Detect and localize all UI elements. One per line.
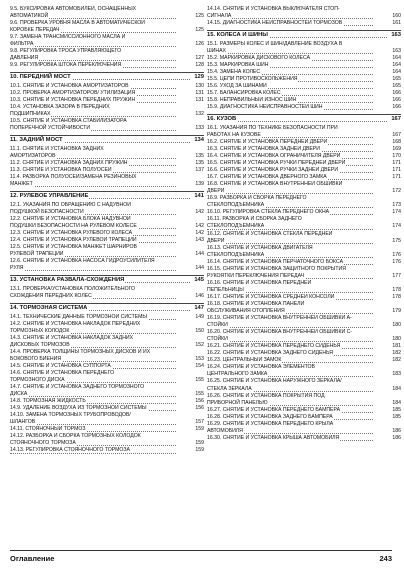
section-page-number: 129 (194, 74, 204, 81)
entry-title-line: 16.29. СНЯТИЕ И УСТАНОВКА ПЕРЕДНЕГО КРЫЛА (207, 420, 334, 427)
entry-page-number: 157 (195, 419, 204, 426)
toc-entry (10, 216, 204, 230)
toc-entry (10, 349, 204, 363)
entry-title-line: 16.13. СНЯТИЕ И УСТАНОВКА ДВИГАТЕЛЯ (207, 244, 313, 251)
entry-title-line: 12.4. СНЯТИЕ И УСТАНОВКА РУЛЕВОЙ ТРАПЕЦИИ (10, 237, 137, 244)
entry-title-line: 9.9. РЕГУЛИРОВКА ШТОКА ПЕРЕКЛЮЧЕНИЯ (10, 62, 122, 69)
entry-title-line: ПОДУШКИ БЕЗОПАСНОСТИ НА РУЛЕВОМ КОЛЕСЕ (10, 222, 137, 229)
toc-entry (10, 97, 204, 104)
toc-entry (207, 407, 401, 414)
entry-title-line: 16.22. СНЯТИЕ И УСТАНОВКА ЗАДНЕГО СИДЕНЬЯ (207, 350, 334, 357)
entry-title-line: СТОЙКИ (207, 336, 228, 343)
entry-page-number: 174 (392, 209, 401, 216)
entry-page-number: 167 (392, 131, 401, 138)
entry-page-number: 176 (392, 251, 401, 258)
entry-title-line: 15.2. МАРКИРОВКА ДИСКОВОГО КОЛЕСА (207, 54, 310, 61)
entry-page-number: 150 (195, 327, 204, 334)
entry-page-number: 166 (392, 90, 401, 97)
entry-page-number: 156 (195, 405, 204, 412)
entry-title-line: 16.12. СНЯТИЕ И УСТАНОВКА СТЕКЛА ПЕРЕДНЕЙ (207, 230, 333, 237)
entry-title-line: 15.3. МАРКИРОВКА ШИН (207, 61, 269, 68)
entry-page-number: 178 (392, 286, 401, 293)
toc-entry (207, 90, 401, 97)
entry-page-number: 174 (392, 223, 401, 230)
entry-title-line: 16.1. УКАЗАНИЯ ПО ТЕХНИКЕ БЕЗОПАСНОСТИ ПРИ (207, 124, 338, 131)
toc-entry (207, 41, 401, 55)
entry-page-number: 180 (392, 322, 401, 329)
entry-title-line: 14.14. СНЯТИЕ И УСТАНОВКА ВЫКЛЮЧАТЕЛЯ СТОП- (207, 6, 340, 12)
entry-page-number: 137 (195, 167, 204, 174)
toc-entry (207, 329, 401, 343)
entry-page-number: 173 (392, 202, 401, 209)
entry-page-number: 139 (195, 181, 204, 188)
entry-title-line: 16.8. СНЯТИЕ И УСТАНОВКА ВНУТРЕННЕЙ ОБШИВКИ (207, 181, 343, 188)
toc-entry (10, 363, 204, 370)
entry-page-number: 164 (392, 61, 401, 68)
entry-title-line: 10.5. СНЯТИЕ И УСТАНОВКА СТАБИЛИЗАТОРА (10, 118, 127, 125)
entry-title-line: 16.21. СНЯТИЕ И УСТАНОВКА ПЕРЕДНЕГО СИДЕНЬЯ (207, 343, 341, 350)
entry-title-line: 10.2. ПРОВЕРКА АМОРТИЗАТОРОВ/ УТИЛИЗАЦИЯ (10, 90, 136, 97)
entry-title-line: ПОПЕРЕЧНОЙ УСТОЙЧИВОСТИ (10, 125, 91, 132)
entry-title-line: 16.17. СНЯТИЕ И УСТАНОВКА СРЕДНЕЙ КОНСОЛИ (207, 293, 335, 300)
entry-title-line: 10.4. УСТАНОВКА ЗАЗОРА В ПЕРЕДНИХ (10, 104, 110, 111)
entry-page-number: 154 (195, 362, 204, 369)
page-number: 243 (379, 554, 392, 563)
entry-title-line: 16.19. СНЯТИЕ И УСТАНОВКА ВНУТРЕННЕЙ ОБШИВКИ А- (207, 315, 352, 322)
entry-title-line: 16.10. РЕГУЛИРОВКА СТЕКЛА ПЕРЕДНЕГО ОКНА (207, 209, 330, 216)
entry-page-number: 155 (195, 391, 204, 398)
entry-title-line: 16.7. СНЯТИЕ И УСТАНОВКА ДВЕРНОГО ЗАМКА (207, 174, 327, 181)
entry-page-number: 160 (392, 13, 401, 20)
entry-page-number: 171 (392, 160, 401, 167)
entry-title-line: 10.3. СНЯТИЕ И УСТАНОВКА ПЕРЕДНИХ ПРУЖИН (10, 97, 136, 104)
toc-entry (207, 69, 401, 76)
entry-title-line: СТЕКЛОПОДЪЕМНИКА (207, 251, 265, 258)
toc-entry (10, 230, 204, 237)
entry-page-number: 127 (195, 55, 204, 62)
entry-page-number: 163 (392, 47, 401, 54)
entry-page-number: 159 (195, 440, 204, 447)
toc-entry (207, 139, 401, 146)
entry-title-line: 12.1. УКАЗАНИЯ ПО ОБРАЩЕНИЮ С НАДУВНОЙ (10, 201, 131, 208)
entry-page-number: 125 (195, 13, 204, 20)
entry-page-number: 142 (195, 222, 204, 229)
toc-entry (207, 104, 401, 111)
toc-entry (10, 335, 204, 349)
entry-title-line: 14.3. СНЯТИЕ И УСТАНОВКА НАКЛАДОК ЗАДНИХ (10, 334, 134, 341)
entry-page-number: 175 (392, 237, 401, 244)
section-title: 11. ЗАДНИЙ МОСТ (10, 137, 63, 144)
toc-entry (10, 48, 204, 62)
entry-page-number: 184 (392, 385, 401, 392)
entry-page-number: 171 (392, 174, 401, 181)
entry-title-line: СТЕКЛОПОДЪЕМНИКА (207, 202, 265, 209)
section-title: 12. РУЛЕВОЕ УПРАВЛЕНИЕ (10, 193, 89, 200)
entry-page-number: 133 (195, 125, 204, 132)
entry-title-line: 12.3. СНЯТИЕ И УСТАНОВКА РУЛЕВОГО КОЛЕСА (10, 230, 133, 236)
entry-title-line: 12.5. СНЯТИЕ И УСТАНОВКА МАНЖЕТ ШАРНИРОВ (10, 244, 137, 251)
entry-page-number: 126 (195, 41, 204, 48)
entry-title-line: 14.5. СНЯТИЕ И УСТАНОВКА СУППОРТА (10, 362, 111, 369)
entry-title-line: 16.25. СНЯТИЕ И УСТАНОВКА НАРУЖНОГО ЗЕРКАЛА/ (207, 378, 342, 385)
toc-entry (10, 237, 204, 244)
section-title: 13. УСТАНОВКА РАЗВАЛА-СХОЖДЕНИЯ (10, 277, 125, 284)
entry-page-number: 165 (392, 83, 401, 90)
entry-title-line: 14.10. ЗАМЕНА ТОРМОЗНЫХ ТРУБОПРОВОДОВ/ (10, 412, 131, 419)
entry-title-line: ДВЕРИ (207, 188, 225, 195)
toc-section-heading (207, 114, 401, 124)
entry-title-line: 9.6. ПРОВЕРКА УРОВНЯ МАСЛА В АВТОМАТИЧЕСКОЙ (10, 20, 145, 27)
entry-title-line: ШИНАХ (207, 47, 226, 54)
toc-entry (207, 343, 401, 350)
toc-entry (10, 62, 204, 69)
entry-title-line: 11.1. СНЯТИЕ И УСТАНОВКА ЗАДНИХ (10, 145, 104, 152)
entry-page-number: 170 (392, 152, 401, 159)
entry-title-line: АМОРТИЗАТОРОВ (10, 152, 56, 159)
toc-entry (207, 167, 401, 174)
entry-title-line: 14.9. УДАЛЕНИЕ ВОЗДУХА ИЗ ТОРМОЗНОЙ СИСТЕМЫ (10, 405, 147, 412)
entry-title-line: 14.1. ТЕХНИЧЕСКИЕ ДАННЫЕ ТОРМОЗНОЙ СИСТЕМЫ (10, 313, 147, 320)
entry-title-line: ПОДШИПНИКАХ (10, 111, 51, 118)
entry-page-number: 155 (195, 376, 204, 383)
entry-title-line: 14.11. СТОЯНОЧНЫЙ ТОРМОЗ (10, 426, 86, 433)
toc-entry (207, 294, 401, 301)
entry-title-line: 16.6. СНЯТИЕ И УСТАНОВКА РУЧКИ ЗАДНЕЙ ДВЕРИ (207, 167, 339, 174)
section-title: 10. ПЕРЕДНИЙ МОСТ (10, 74, 71, 81)
entry-page-number: 166 (392, 104, 401, 111)
toc-entry (10, 286, 204, 300)
entry-title-line: 14.2. СНЯТИЕ И УСТАНОВКА НАКЛАДОК ПЕРЕДНИХ (10, 320, 141, 327)
entry-page-number: 135 (195, 160, 204, 167)
toc-entry (207, 280, 401, 294)
toc-entry (207, 160, 401, 167)
entry-page-number: 178 (392, 293, 401, 300)
entry-title-line: 16.5. СНЯТИЕ И УСТАНОВКА РУЧКИ ПЕРЕДНЕЙ ДВЕРИ (207, 160, 346, 167)
entry-page-number: 159 (195, 447, 204, 454)
toc-entry (207, 97, 401, 104)
entry-page-number: 156 (195, 398, 204, 405)
entry-title-line: РАБОТАХ НА КУЗОВЕ (207, 131, 261, 138)
toc-entry (10, 321, 204, 335)
entry-title-line: ДИСКА (10, 391, 28, 398)
entry-title-line: РУКОЯТКИ ПЕРЕКЛЮЧЕНИЯ ПЕРЕДАЧ (207, 272, 305, 279)
entry-title-line: ТОРМОЗНЫХ КОЛОДОК (10, 327, 70, 334)
entry-title-line: 14.8. ТОРМОЗНАЯ ЖИДКОСТЬ (10, 398, 86, 405)
toc-entry (10, 412, 204, 426)
entry-page-number: 165 (392, 75, 401, 82)
entry-title-line: АВТОМОБИЛЯ (207, 427, 243, 434)
entry-page-number: 130 (195, 83, 204, 90)
entry-page-number: 182 (392, 357, 401, 364)
entry-page-number: 146 (195, 292, 204, 299)
entry-page-number: 132 (195, 111, 204, 118)
entry-title-line: 16.30. СНЯТИЕ И УСТАНОВКА КРЫША АВТОМОБИЛЯ (207, 434, 340, 441)
toc-entry (10, 314, 204, 321)
toc-entry (10, 426, 204, 433)
entry-title-line: 16.28. СНЯТИЕ И УСТАНОВКА ЗАДНЕГО БАМПЕРА (207, 413, 333, 420)
toc-entry (10, 405, 204, 412)
entry-page-number: 143 (195, 237, 204, 244)
entry-title-line: СТОЯНОЧНОГО ТОРМОЗА (10, 440, 76, 447)
toc-entry (207, 83, 401, 90)
entry-title-line: 9.8. РЕГУЛИРОВКА ТРОСА УПРАВЛЯЮЩЕГО (10, 48, 122, 55)
entry-title-line: 12.2. СНЯТИЕ И УСТАНОВКА БЛОКА НАДУВНОЙ (10, 215, 131, 222)
section-page-number: 141 (194, 193, 204, 200)
toc-entry (207, 378, 401, 392)
entry-title-line: 11.4. РАЗБОРКА ПОЛУОСЕЙ/ЗАМЕНА РЕЗИНОВЫХ (10, 174, 137, 181)
entry-page-number: 185 (392, 406, 401, 413)
entry-title-line: МАНЖЕТ (10, 181, 33, 188)
entry-page-number: 142 (195, 230, 204, 236)
entry-title-line: 16.16. СНЯТИЕ И УСТАНОВКА ПЕРЕДНЕЙ (207, 279, 312, 286)
toc-entry (10, 20, 204, 34)
entry-title-line: 14.12. РАЗБОРКА И СБОРКА ТОРМОЗНЫХ КОЛОДОК (10, 433, 141, 440)
entry-page-number: 172 (392, 188, 401, 195)
entry-title-line: 10.1. СНЯТИЕ И УСТАНОВКА АМОРТИЗАТОРОВ (10, 83, 129, 90)
entry-page-number: 186 (392, 434, 401, 441)
entry-page-number: 144 (195, 251, 204, 258)
entry-title-line: СТОЙКИ (207, 322, 228, 329)
section-title: 14. ТОРМОЗНАЯ СИСТЕМА (10, 304, 88, 311)
toc-entry (10, 174, 204, 188)
entry-page-number: 142 (195, 208, 204, 215)
entry-title-line: 16.24. СНЯТИЕ И УСТАНОВКА ЭЛЕМЕНТОВ (207, 364, 315, 371)
entry-title-line: 16.11. РАЗБОРКА И СБОРКА ЗАДНЕГО (207, 216, 302, 223)
toc-entry (207, 266, 401, 280)
entry-title-line: РУЛЯ (10, 265, 24, 272)
toc-entry (10, 90, 204, 97)
entry-title-line: ПОДУШКОЙ БЕЗОПАСНОСТИ (10, 208, 84, 215)
entry-page-number: 149 (195, 313, 204, 320)
entry-title-line: 13.1. ПРОВЕРКА/УСТАНОВКА ПОЛОЖИТЕЛЬНОГО (10, 285, 136, 292)
entry-page-number: 125 (195, 27, 204, 34)
toc-entry (10, 167, 204, 174)
entry-title-line: 14.13. РЕГУЛИРОВКА СТОЯНОЧНОГО ТОРМОЗА (10, 447, 130, 454)
toc-section-heading (10, 275, 204, 285)
entry-page-number: 159 (195, 426, 204, 433)
toc-entry (10, 258, 204, 272)
entry-page-number: 177 (392, 272, 401, 279)
entry-page-number: 161 (392, 20, 401, 27)
toc-section-heading (207, 30, 401, 40)
toc-section-heading (10, 303, 204, 313)
toc-entry (207, 55, 401, 62)
entry-page-number: 181 (392, 343, 401, 350)
toc-entry (10, 384, 204, 398)
toc-left-column (10, 6, 204, 455)
entry-page-number: 180 (392, 336, 401, 343)
toc-entry (10, 146, 204, 160)
toc-entry (207, 364, 401, 378)
toc-entry (207, 435, 401, 442)
entry-title-line: ПРИБОРНОЙ ПАНЕЛЬЮ (207, 399, 268, 406)
toc-entry (10, 104, 204, 118)
entry-page-number: 152 (195, 341, 204, 348)
page-footer (10, 550, 392, 565)
entry-title-line: ФИЛЬТРА (10, 41, 34, 48)
section-page-number: 167 (391, 116, 401, 123)
toc-entry (10, 83, 204, 90)
entry-page-number: 186 (392, 427, 401, 434)
section-page-number: 147 (194, 304, 204, 311)
entry-title-line: 15.6. УХОД ЗА ШИНАМИ (207, 83, 267, 90)
toc-entry (207, 146, 401, 153)
entry-title-line: ДИСКОВЫХ ТОРМОЗОВ (10, 341, 70, 348)
entry-title-line: СТЕКЛА ЗЕРКАЛА (207, 385, 252, 392)
entry-title-line: 15.5. ЦЕПИ ПРОТИВОСКОЛЬЖЕНИЯ (207, 75, 298, 82)
entry-title-line: СХОЖДЕНИЯ ПЕРЕДНИХ КОЛЕС (10, 292, 92, 299)
toc-entry (207, 181, 401, 195)
entry-title-line: СТЕКЛОПОДЪЕМНИКА (207, 223, 265, 230)
toc-entry (207, 393, 401, 407)
entry-title-line: ЦЕНТРАЛЬНОГО ЗАМКА (207, 371, 268, 378)
entry-page-number: 131 (195, 90, 204, 97)
section-page-number: 163 (391, 32, 401, 39)
footer-title: Оглавление (10, 554, 55, 563)
entry-title-line: 16.4. СНЯТИЕ И УСТАНОВКА ОГРАНИЧИТЕЛЯ ДВЕРИ (207, 152, 341, 159)
toc-entry (207, 315, 401, 329)
entry-title-line: БОКОВОГО БИЕНИЯ (10, 355, 62, 362)
entry-title-line: ДАВЛЕНИЯ (10, 55, 39, 62)
toc-entry (207, 216, 401, 230)
toc-entry (10, 34, 204, 48)
toc-entry (10, 398, 204, 405)
entry-title-line: 12.6. СНЯТИЕ И УСТАНОВКА НАСОСА ГИДРОУСИЛИТЕЛЯ (10, 258, 155, 265)
toc-entry (10, 202, 204, 216)
entry-title-line: ТОРМОЗНОГО ДИСКА (10, 376, 65, 383)
entry-title-line: 14.4. ПРОВЕРКА ТОЛЩИНЫ ТОРМОЗНЫХ ДИСКОВ И ИХ (10, 348, 151, 355)
toc-entry (207, 357, 401, 364)
toc-entry (207, 62, 401, 69)
entry-page-number: 131 (195, 97, 204, 104)
entry-title-line: 11.2. СНЯТИЕ И УСТАНОВКА ЗАДНИХ ПРУЖИН (10, 160, 128, 167)
entry-page-number: 135 (195, 152, 204, 159)
entry-title-line: 15.1. РАЗМЕРЫ КОЛЕС И ШИН/ДАВЛЕНИЕ ВОЗДУХА В (207, 40, 343, 47)
toc-entry (207, 153, 401, 160)
entry-page-number: 176 (392, 258, 401, 265)
entry-title-line: 14.6. СНЯТИЕ И УСТАНОВКА ПЕРЕДНЕГО (10, 369, 115, 376)
entry-title-line: 16.14. СНЯТИЕ И УСТАНОВКА ПЕРЧАТОЧНОГО БОКСА (207, 258, 344, 265)
toc-entry (10, 433, 204, 447)
entry-page-number: 153 (195, 355, 204, 362)
toc-entry (10, 118, 204, 132)
entry-title-line: 11.3. СНЯТИЕ И УСТАНОВКА ПОЛУОСЕЙ (10, 167, 112, 174)
toc-entry (207, 209, 401, 216)
toc-entry (207, 259, 401, 266)
entry-title-line: 16.27. СНЯТИЕ И УСТАНОВКА ПЕРЕДНЕГО БАМПЕРА (207, 406, 341, 413)
section-page-number: 145 (194, 277, 204, 284)
entry-title-line: 15.9. ДИАГНОСТИКА НЕИСПРАВНОСТЕЙ ШИН (207, 104, 323, 111)
entry-title-line: 14.7. СНЯТИЕ И УСТАНОВКА ЗАДНЕГО ТОРМОЗНОГО (10, 384, 145, 391)
toc-entry (10, 244, 204, 258)
toc-section-heading (10, 191, 204, 201)
entry-page-number: 169 (392, 145, 401, 152)
entry-title-line: 9.5. БУКСИРОВКА АВТОМОБИЛЕЙ, ОСНАЩЕННЫХ (10, 6, 137, 12)
toc-entry (207, 350, 401, 357)
toc-entry (207, 301, 401, 315)
entry-title-line: КОРОБКЕ ПЕРЕДАЧ (10, 27, 60, 34)
entry-page-number: 168 (392, 138, 401, 145)
entry-title-line: РУЛЕВОЙ ТРАПЕЦИИ (10, 251, 64, 258)
toc-entry (207, 125, 401, 139)
entry-title-line: СИГНАЛА (207, 13, 232, 20)
entry-title-line: 15.8. НЕПРАВИЛЬНЫЙ ИЗНОС ШИН (207, 97, 297, 104)
toc-section-heading (10, 72, 204, 82)
section-page-number: 134 (194, 137, 204, 144)
entry-title-line: 9.7. ЗАМЕНА ТРАНСМИССИОННОГО МАСЛА И (10, 34, 126, 41)
entry-page-number: 185 (392, 413, 401, 420)
entry-title-line: 16.18. СНЯТИЕ И УСТАНОВКА ПАНЕЛИ (207, 300, 305, 307)
entry-title-line: АВТОМАТИКОЙ (10, 13, 49, 20)
entry-title-line: 16.3. СНЯТИЕ И УСТАНОВКА ЗАДНЕЙ ДВЕРИ (207, 145, 320, 152)
toc-entry (207, 231, 401, 245)
toc-entry (10, 447, 204, 454)
entry-page-number: 164 (392, 54, 401, 61)
toc-entry (10, 6, 204, 20)
entry-title-line: 15.4. ЗАМЕНА КОЛЕС (207, 68, 261, 75)
entry-page-number: 128 (195, 62, 204, 69)
entry-title-line: 16.26. СНЯТИЕ И УСТАНОВКА ПОКРЫТИЯ ПОД (207, 392, 325, 399)
toc-entry (207, 414, 401, 421)
entry-title-line: ОБСЛУЖИВАНИЯ ОТОПЛЕНИЯ (207, 308, 285, 315)
entry-title-line: ПЕПЕЛЬНИЦЫ (207, 286, 244, 293)
entry-page-number: 164 (392, 68, 401, 75)
toc-entry (207, 6, 401, 20)
entry-title-line: ДВЕРИ (207, 237, 225, 244)
entry-page-number: 182 (392, 350, 401, 357)
section-title: 15. КОЛЕСА И ШИНЫ (207, 32, 268, 39)
section-title: 16. КУЗОВ (207, 116, 237, 123)
entry-title-line: 16.9. РАЗБОРКА И СБОРКА ПЕРЕДНЕГО (207, 195, 307, 202)
entry-title-line: 16.20. СНЯТИЕ И УСТАНОВКА ВНУТРЕННЕЙ ОБШИВКИ С- (207, 329, 352, 336)
toc-entry (207, 421, 401, 435)
entry-title-line: ШЛАНГОВ (10, 419, 36, 426)
entry-page-number: 184 (392, 399, 401, 406)
entry-title-line: 16.2. СНЯТИЕ И УСТАНОВКА ПЕРЕДНЕЙ ДВЕРИ (207, 138, 328, 145)
entry-page-number: 144 (195, 265, 204, 272)
toc-entry (207, 20, 401, 27)
toc-section-heading (10, 135, 204, 145)
toc-entry (10, 160, 204, 167)
entry-page-number: 166 (392, 97, 401, 104)
entry-page-number: 183 (392, 371, 401, 378)
entry-page-number: 179 (392, 308, 401, 315)
toc-right-column (207, 6, 401, 442)
toc-entry (207, 76, 401, 83)
toc-entry (10, 370, 204, 384)
toc-entry (207, 245, 401, 259)
entry-title-line: 16.23. ЦЕНТРАЛЬНЫЙ ЗАМОК (207, 357, 282, 364)
entry-page-number: 171 (392, 167, 401, 174)
entry-title-line: 14.15. ДИАГНОСТИКА НЕИСПРАВНОСТЕЙ ТОРМОЗОВ (207, 20, 343, 27)
toc-entry (207, 174, 401, 181)
toc-entry (207, 195, 401, 209)
entry-title-line: 15.7. БАЛАНСИРОВКА КОЛЕС (207, 90, 281, 97)
entry-title-line: 16.15. СНЯТИЕ И УСТАНОВКА ЗАЩИТНОГО ПОКРЫТИЯ (207, 265, 346, 272)
